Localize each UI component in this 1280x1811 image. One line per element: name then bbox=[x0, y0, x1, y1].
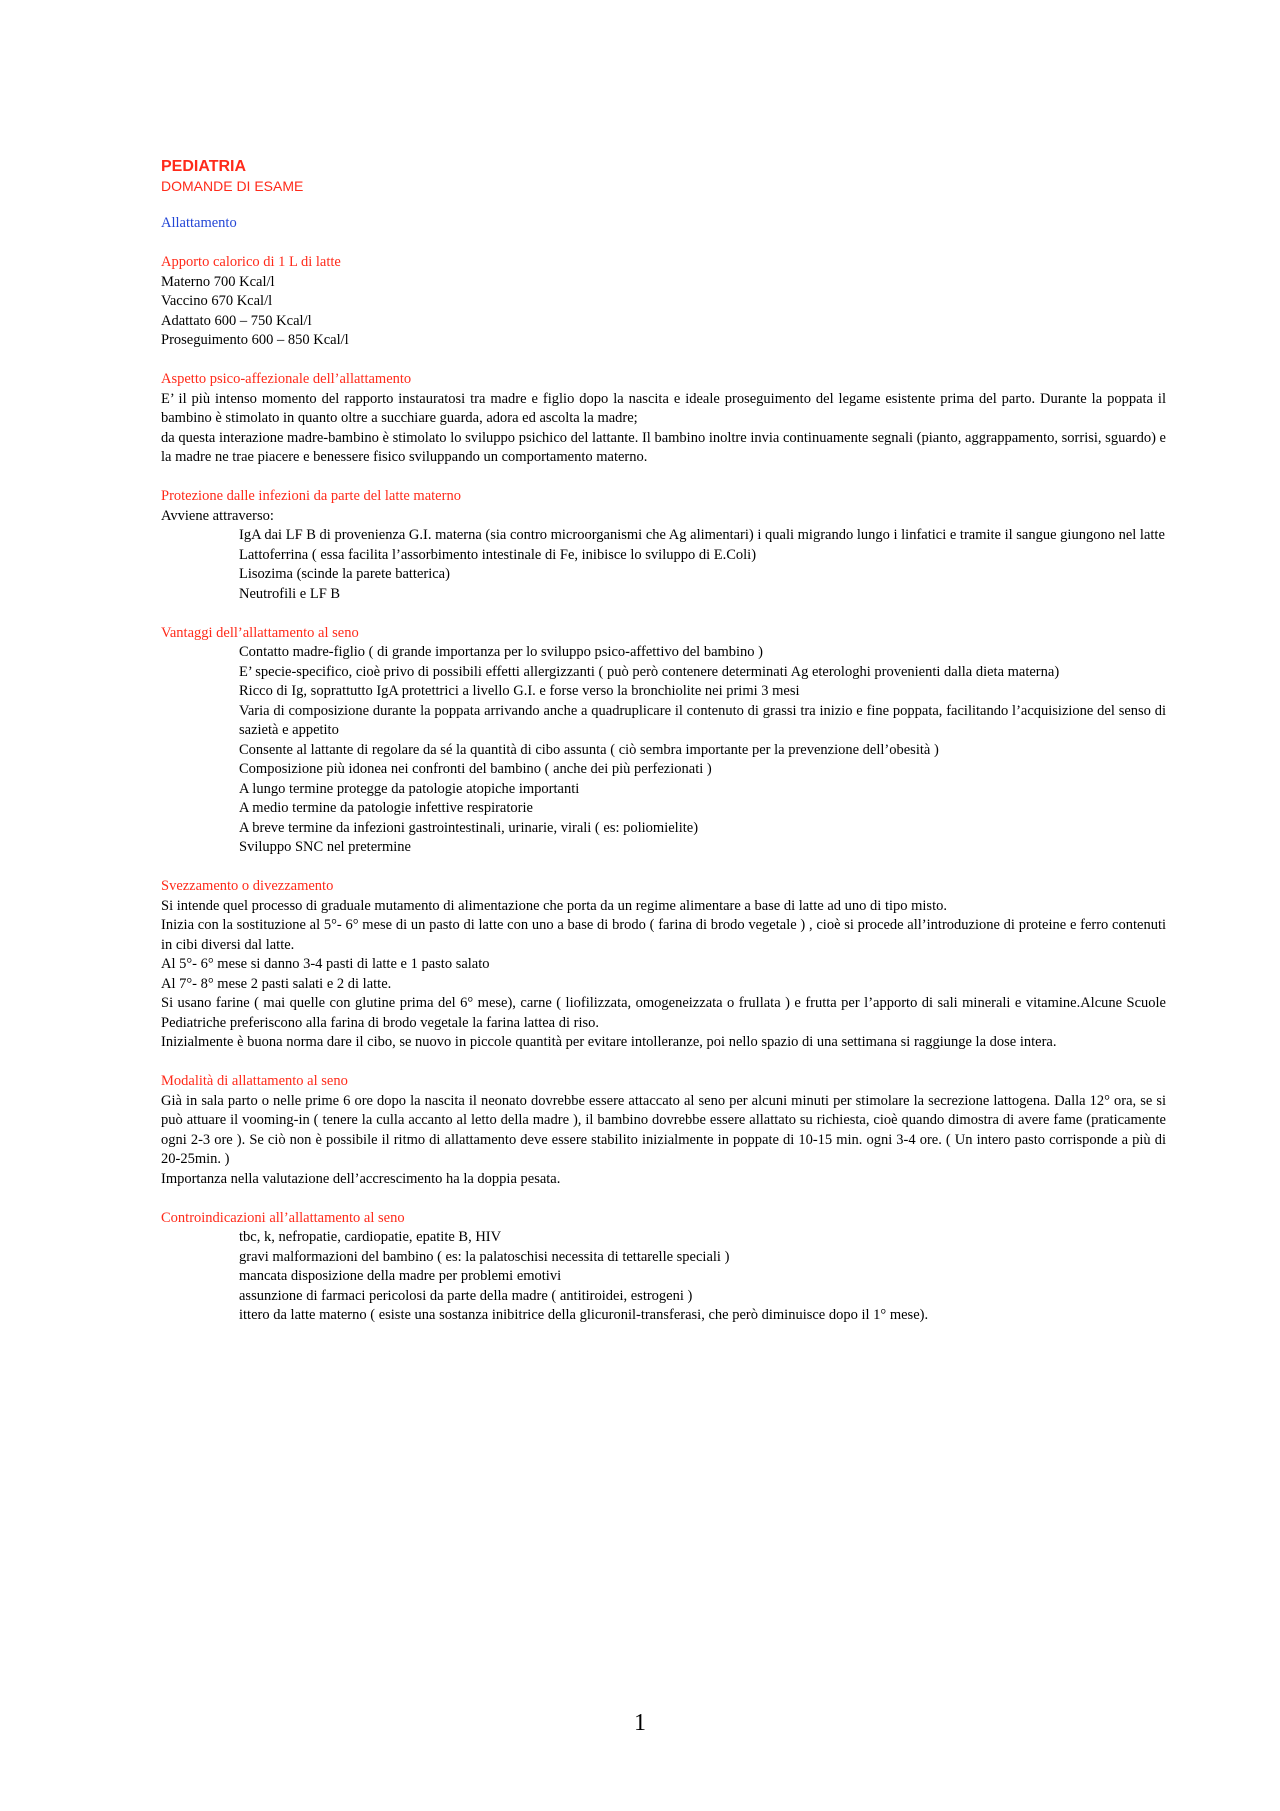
list-item: Lisozima (scinde la parete batterica) bbox=[239, 566, 450, 582]
apporto-line: Materno 700 Kcal/l bbox=[161, 273, 275, 290]
list-item: Varia di composizione durante la poppata arrivando anche a quadruplicare il contenuto di grassi tra inizio e fine poppata, facilitando l’acquisizione del senso di sazietà e appetito bbox=[239, 702, 1166, 738]
list-item: IgA dai LF B di provenienza G.I. materna (sia contro microorganismi che Ag alimentari) i quali migrando lungo i linfatici e tramite il sangue giungono nel latte bbox=[239, 527, 1165, 543]
controindicazioni-section bbox=[161, 1209, 1166, 1326]
list-item: A medio termine da patologie infettive respiratorie bbox=[239, 800, 533, 816]
svezzamento-paragraph: Si intende quel processo di graduale mutamento di alimentazione che porta da un regime alimentare a base di latte ad uno di tipo misto. bbox=[161, 897, 947, 914]
apporto-line: Adattato 600 – 750 Kcal/l bbox=[161, 312, 312, 329]
svezzamento-paragraph: Al 7°- 8° mese 2 pasti salati e 2 di latte. bbox=[161, 975, 392, 992]
controindicazioni-heading: Controindicazioni all’allattamento al seno bbox=[161, 1209, 405, 1226]
list-item: Consente al lattante di regolare da sé la quantità di cibo assunta ( ciò sembra importante per la prevenzione dell’obesità ) bbox=[239, 741, 939, 758]
protezione-section bbox=[161, 487, 1166, 604]
svezzamento-section bbox=[161, 877, 1166, 1053]
aspetto-paragraph: E’ il più intenso momento del rapporto instauratosi tra madre e figlio dopo la nascita e ideale proseguimento del legame esistente prima del parto. Durante la poppata il bambino è stimolato in quanto oltre a succhiare guarda, adora ed ascolta la madre; bbox=[161, 390, 1166, 426]
list-item: ittero da latte materno ( esiste una sostanza inibitrice della glicuronil-transferasi, che però diminuisce dopo il 1° mese). bbox=[239, 1307, 929, 1323]
aspetto-section bbox=[161, 370, 1166, 468]
protezione-heading: Protezione dalle infezioni da parte del latte materno bbox=[161, 488, 461, 504]
svezzamento-paragraph: Inizia con la sostituzione al 5°- 6° mese di un pasto di latte con uno a base di brodo ( farina di brodo vegetale ) , cioè si procede all’introduzione di proteine e ferro contenuti in cibi diversi dal latte. bbox=[161, 917, 1166, 953]
document-title: PEDIATRIA bbox=[161, 158, 247, 175]
document-page bbox=[161, 157, 1166, 1326]
svezzamento-paragraph: Si usano farine ( mai quelle con glutine prima del 6° mese), carne ( liofilizzata, omogeneizzata o frullata ) e frutta per l’apporto di sali minerali e vitamine.Alcune Scuole Pediatriche preferiscono alla farina di brodo vegetale la farina lattea di riso. bbox=[161, 995, 1166, 1031]
modalita-section bbox=[161, 1072, 1166, 1189]
list-item: gravi malformazioni del bambino ( es: la palatoschisi necessita di tettarelle speciali ) bbox=[239, 1248, 730, 1265]
apporto-line: Proseguimento 600 – 850 Kcal/l bbox=[161, 332, 349, 348]
apporto-section bbox=[161, 253, 1166, 351]
vantaggi-section bbox=[161, 624, 1166, 858]
controindicazioni-list bbox=[161, 1228, 1166, 1326]
vantaggi-list bbox=[161, 643, 1166, 858]
svezzamento-paragraph: Al 5°- 6° mese si danno 3-4 pasti di latte e 1 pasto salato bbox=[161, 956, 490, 972]
list-item: Composizione più idonea nei confronti del bambino ( anche dei più perfezionati ) bbox=[239, 761, 712, 777]
list-item: Ricco di Ig, soprattutto IgA protettrici a livello G.I. e forse verso la bronchiolite nei primi 3 mesi bbox=[239, 683, 800, 699]
section-title: Allattamento bbox=[161, 215, 237, 231]
svezzamento-heading: Svezzamento o divezzamento bbox=[161, 878, 334, 894]
apporto-heading: Apporto calorico di 1 L di latte bbox=[161, 254, 341, 270]
list-item: Neutrofili e LF B bbox=[239, 585, 341, 602]
svezzamento-paragraph: Inizialmente è buona norma dare il cibo, se nuovo in piccole quantità per evitare intolleranze, poi nello spazio di una settimana si raggiunge la dose intera. bbox=[161, 1034, 1057, 1050]
modalita-paragraph: Già in sala parto o nelle prime 6 ore dopo la nascita il neonato dovrebbe essere attaccato al seno per alcuni minuti per stimolare la secrezione lattogena. Dalla 12° ora, se si può attuare il vooming-in ( tenere la culla accanto al letto della madre ), il bambino dovrebbe essere allattato su richiesta, cioè quando dimostra di avere fame (praticamente ogni 2-3 ore ). Se ciò non è possibile il ritmo di allattamento deve essere stabilito inizialmente in poppate di 10-15 min. ogni 3-4 ore. ( Un intero pasto corrisponde a più di 20-25min. ) bbox=[161, 1092, 1166, 1167]
list-item: A lungo termine protegge da patologie atopiche importanti bbox=[239, 780, 580, 797]
aspetto-paragraph: da questa interazione madre-bambino è stimolato lo sviluppo psichico del lattante. Il bambino inoltre invia continuamente segnali (pianto, aggrappamento, sorrisi, sguardo) e la madre ne trae piacere e benessere fisico sviluppando un comportamento materno. bbox=[161, 429, 1166, 465]
list-item: Lattoferrina ( essa facilita l’assorbimento intestinale di Fe, inibisce lo sviluppo di E.Coli) bbox=[239, 546, 757, 563]
list-item: A breve termine da infezioni gastrointestinali, urinarie, virali ( es: poliomielite) bbox=[239, 819, 699, 836]
list-item: tbc, k, nefropatie, cardiopatie, epatite B, HIV bbox=[239, 1229, 502, 1245]
modalita-paragraph: Importanza nella valutazione dell’accrescimento ha la doppia pesata. bbox=[161, 1170, 561, 1187]
apporto-line: Vaccino 670 Kcal/l bbox=[161, 293, 273, 309]
list-item: assunzione di farmaci pericolosi da parte della madre ( antitiroidei, estrogeni ) bbox=[239, 1287, 693, 1304]
list-item: Sviluppo SNC nel pretermine bbox=[239, 839, 411, 855]
modalita-heading: Modalità di allattamento al seno bbox=[161, 1073, 348, 1089]
protezione-list bbox=[161, 526, 1166, 604]
protezione-intro: Avviene attraverso: bbox=[161, 507, 274, 524]
aspetto-heading: Aspetto psico-affezionale dell’allattamento bbox=[161, 371, 412, 387]
list-item: E’ specie-specifico, cioè privo di possibili effetti allergizzanti ( può però contenere determinati Ag eterologhi provenienti dalla dieta materna) bbox=[239, 663, 1060, 680]
vantaggi-heading: Vantaggi dell’allattamento al seno bbox=[161, 624, 359, 641]
page-number: 1 bbox=[634, 1710, 646, 1736]
list-item: mancata disposizione della madre per problemi emotivi bbox=[239, 1268, 562, 1284]
list-item: Contatto madre-figlio ( di grande importanza per lo sviluppo psico-affettivo del bambino ) bbox=[239, 644, 764, 660]
document-subtitle: DOMANDE DI ESAME bbox=[161, 178, 304, 194]
